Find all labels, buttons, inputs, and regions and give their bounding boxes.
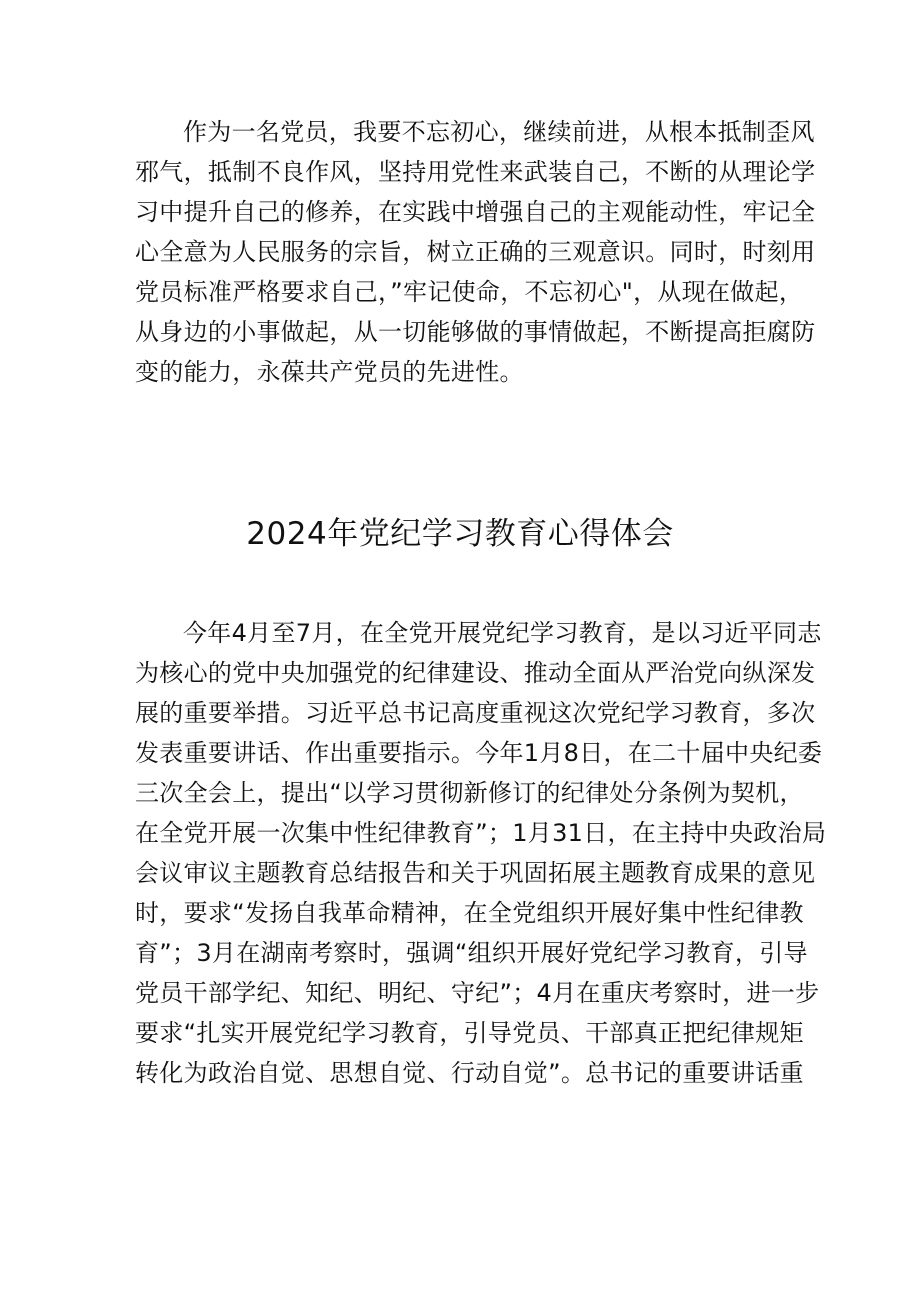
body-paragraph-1 [135, 112, 816, 392]
paragraph-line: 育”；3月在湖南考察时，强调“组织开展好党纪学习教育，引导 [135, 939, 808, 967]
paragraph-line: 心全意为人民服务的宗旨，树立正确的三观意识。同时，时刻用 [135, 238, 816, 266]
paragraph-line: 习中提升自己的修养，在实践中增强自己的主观能动性，牢记全 [135, 198, 816, 226]
paragraph-line: 时，要求“发扬自我革命精神，在全党组织开展好集中性纪律教 [135, 899, 804, 927]
paragraph-line: 在全党开展一次集中性纪律教育”；1月31日，在主持中央政治局 [135, 819, 827, 847]
paragraph-line: 会议审议主题教育总结报告和关于巩固拓展主题教育成果的意见 [135, 859, 816, 887]
paragraph-line: 邪气，抵制不良作风，坚持用党性来武装自己，不断的从理论学 [135, 158, 816, 186]
paragraph-line: 党员标准严格要求自己，”牢记使命，不忘初心"，从现在做起， [135, 278, 804, 306]
paragraph-line: 转化为政治自觉、思想自觉、行动自觉”。总书记的重要讲话重 [135, 1059, 804, 1087]
paragraph-line: 展的重要举措。习近平总书记高度重视这次党纪学习教育，多次 [135, 699, 816, 727]
paragraph-line: 变的能力，永葆共产党员的先进性。 [135, 358, 524, 386]
paragraph-line: 发表重要讲话、作出重要指示。今年1月8日，在二十届中央纪委 [135, 739, 823, 767]
paragraph-line: 三次全会上，提出“以学习贯彻新修订的纪律处分条例为契机， [135, 779, 804, 807]
paragraph-line: 今年4月至7月，在全党开展党纪学习教育，是以习近平同志 [183, 619, 822, 647]
paragraph-line: 作为一名党员，我要不忘初心，继续前进，从根本抵制歪风 [183, 118, 815, 146]
body-paragraph-2 [135, 613, 827, 1093]
paragraph-line: 党员干部学纪、知纪、明纪、守纪”；4月在重庆考察时，进一步 [135, 979, 820, 1007]
paragraph-line: 要求“扎实开展党纪学习教育，引导党员、干部真正把纪律规矩 [135, 1019, 804, 1047]
paragraph-line: 为核心的党中央加强党的纪律建设、推动全面从严治党向纵深发 [135, 659, 816, 687]
paragraph-line: 从身边的小事做起，从一切能够做的事情做起，不断提高拒腐防 [135, 318, 816, 346]
document-title: 2024年党纪学习教育心得体会 [246, 516, 674, 552]
